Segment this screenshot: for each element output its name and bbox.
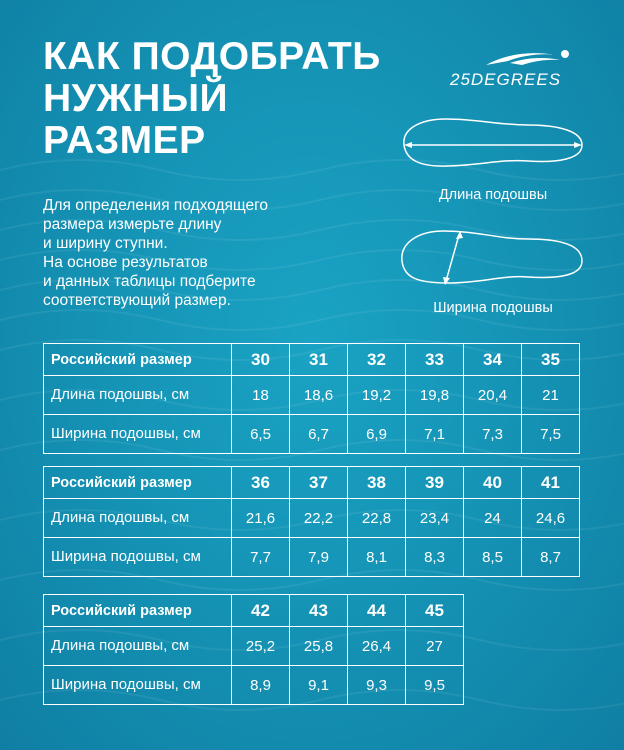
width-cell: 8,9 (232, 666, 290, 705)
width-cell: 6,5 (232, 415, 290, 454)
width-cell: 6,7 (290, 415, 348, 454)
intro-text (43, 196, 343, 310)
size-cell: 43 (290, 595, 348, 627)
width-cell: 8,7 (522, 538, 580, 577)
title-line-2: НУЖНЫЙ (43, 77, 229, 120)
size-cell: 34 (464, 344, 522, 376)
width-cell: 8,3 (406, 538, 464, 577)
size-table-1 (43, 343, 580, 454)
size-table-2 (43, 466, 580, 577)
width-cell: 9,5 (406, 666, 464, 705)
length-cell: 21,6 (232, 499, 290, 538)
width-cell: 7,3 (464, 415, 522, 454)
length-cell: 19,8 (406, 376, 464, 415)
width-cell: 9,3 (348, 666, 406, 705)
size-header-label: Российский размер (44, 595, 232, 627)
table-row (44, 627, 464, 666)
size-cell: 37 (290, 467, 348, 499)
width-row-label: Ширина подошвы, см (44, 538, 232, 577)
width-cell: 7,9 (290, 538, 348, 577)
length-cell: 22,2 (290, 499, 348, 538)
size-cell: 38 (348, 467, 406, 499)
width-row-label: Ширина подошвы, см (44, 415, 232, 454)
length-row-label: Длина подошвы, см (44, 376, 232, 415)
length-cell: 21 (522, 376, 580, 415)
size-cell: 36 (232, 467, 290, 499)
size-cell: 42 (232, 595, 290, 627)
length-caption: Длина подошвы (438, 187, 548, 203)
length-cell: 26,4 (348, 627, 406, 666)
width-cell: 8,1 (348, 538, 406, 577)
length-cell: 24,6 (522, 499, 580, 538)
length-cell: 27 (406, 627, 464, 666)
intro-line: размера измерьте длину (43, 216, 222, 233)
width-cell: 7,7 (232, 538, 290, 577)
table-row (44, 538, 580, 577)
length-cell: 25,2 (232, 627, 290, 666)
length-cell: 20,4 (464, 376, 522, 415)
table-row (44, 376, 580, 415)
title-line-1: КАК ПОДОБРАТЬ (43, 35, 381, 78)
intro-line: и данных таблицы подберите (43, 273, 256, 290)
intro-line: Для определения подходящего (43, 197, 269, 214)
intro-line: соответствующий размер. (43, 292, 231, 309)
length-cell: 24 (464, 499, 522, 538)
table-row (44, 415, 580, 454)
size-cell: 31 (290, 344, 348, 376)
size-cell: 39 (406, 467, 464, 499)
title-line-3: РАЗМЕР (43, 119, 206, 162)
size-header-label: Российский размер (44, 344, 232, 376)
width-cell: 9,1 (290, 666, 348, 705)
sole-length-diagram (398, 115, 586, 170)
width-cell: 7,5 (522, 415, 580, 454)
table-row (44, 666, 464, 705)
length-cell: 19,2 (348, 376, 406, 415)
intro-line: и ширину ступни. (43, 235, 168, 252)
length-cell: 23,4 (406, 499, 464, 538)
sole-width-diagram (398, 225, 586, 287)
brand-logo-text: 25DEGREES (450, 70, 562, 89)
width-caption: Ширина подошвы (433, 300, 553, 316)
table-row (44, 344, 580, 376)
size-cell: 30 (232, 344, 290, 376)
size-header-label: Российский размер (44, 467, 232, 499)
size-cell: 41 (522, 467, 580, 499)
table-row (44, 595, 464, 627)
table-row (44, 467, 580, 499)
width-cell: 8,5 (464, 538, 522, 577)
length-cell: 25,8 (290, 627, 348, 666)
intro-line: На основе результатов (43, 254, 208, 271)
size-cell: 33 (406, 344, 464, 376)
length-cell: 18 (232, 376, 290, 415)
size-cell: 44 (348, 595, 406, 627)
width-cell: 6,9 (348, 415, 406, 454)
size-cell: 45 (406, 595, 464, 627)
length-row-label: Длина подошвы, см (44, 627, 232, 666)
page-title (43, 36, 381, 162)
table-row (44, 499, 580, 538)
length-cell: 22,8 (348, 499, 406, 538)
width-cell: 7,1 (406, 415, 464, 454)
size-cell: 40 (464, 467, 522, 499)
size-cell: 32 (348, 344, 406, 376)
length-cell: 18,6 (290, 376, 348, 415)
size-cell: 35 (522, 344, 580, 376)
width-row-label: Ширина подошвы, см (44, 666, 232, 705)
length-row-label: Длина подошвы, см (44, 499, 232, 538)
size-table-3 (43, 594, 464, 705)
